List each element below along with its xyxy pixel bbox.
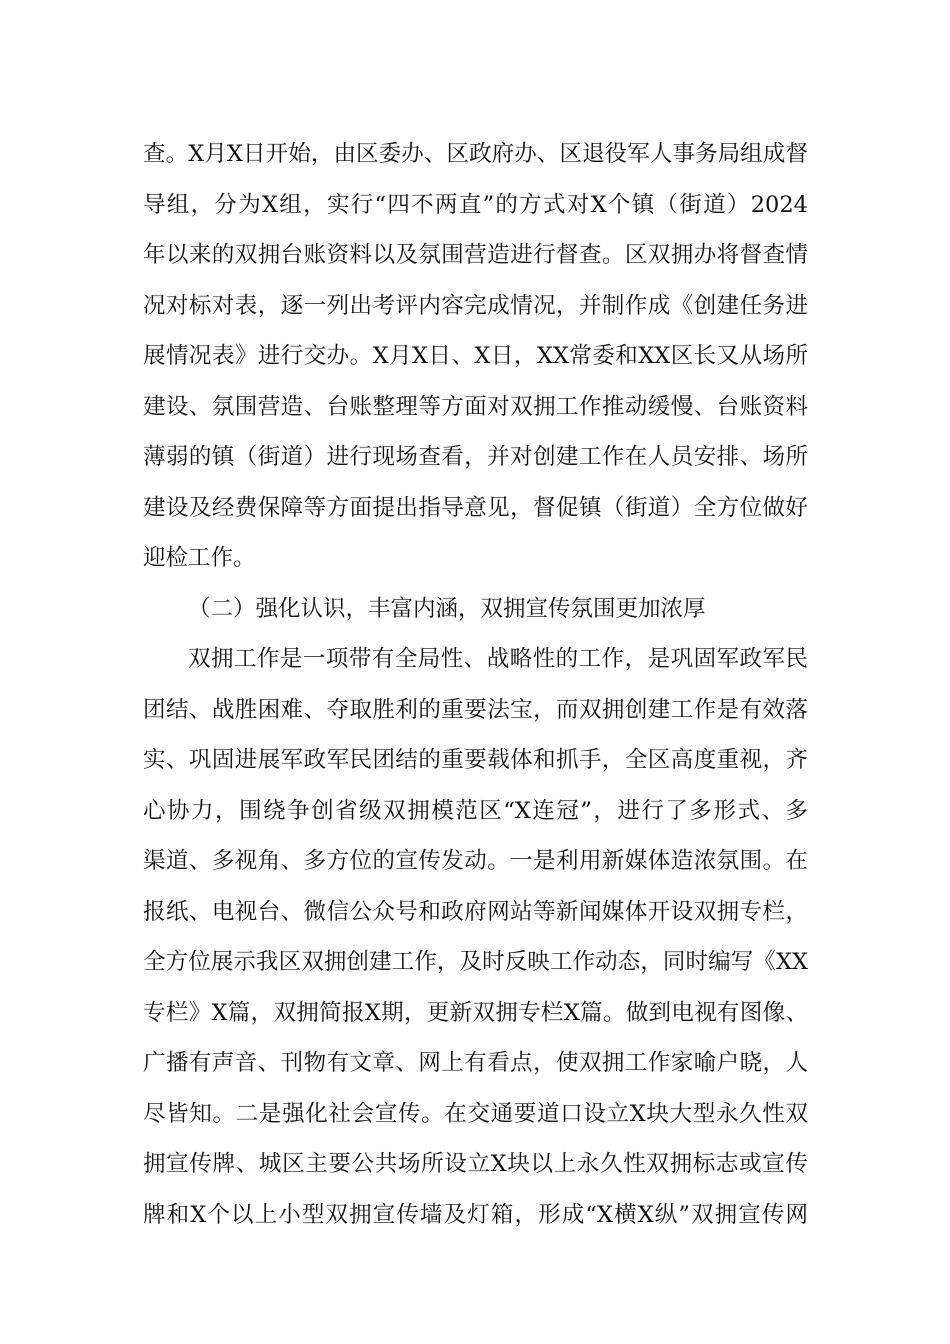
text-line: 专栏》X篇，双拥简报X期，更新双拥专栏X篇。做到电视有图像、 xyxy=(143,999,808,1026)
text-line: 双拥工作是一项带有全局性、战略性的工作，是巩固军政军民 xyxy=(188,646,808,672)
text-line: 渠道、多视角、多方位的宣传发动。一是利用新媒体造浓氛围。在 xyxy=(143,848,808,874)
text-line: 年以来的双拥台账资料以及氛围营造进行督查。区双拥办将督查情 xyxy=(143,242,808,268)
paragraph-supervision xyxy=(143,129,808,584)
text-line: 广播有声音、刊物有文章、网上有看点，使双拥工作家喻户晓，人 xyxy=(143,1050,808,1076)
text-line: 展情况表》进行交办。X月X日、X日，XX常委和XX区长又从场所 xyxy=(143,343,808,369)
text-line: 报纸、电视台、微信公众号和政府网站等新闻媒体开设双拥专栏， xyxy=(143,898,808,925)
document-body xyxy=(143,129,808,1240)
text-line: 牌和X个以上小型双拥宣传墙及灯箱，形成“X横X纵”双拥宣传网 xyxy=(143,1201,808,1228)
text-line: 尽皆知。二是强化社会宣传。在交通要道口设立X块大型永久性双 xyxy=(143,1100,808,1127)
text-line: 全方位展示我区双拥创建工作，及时反映工作动态，同时编写《XX xyxy=(143,949,808,975)
text-line: 迎检工作。 xyxy=(143,545,256,571)
text-line: 心协力，围绕争创省级双拥模范区“X连冠”，进行了多形式、多 xyxy=(143,797,808,824)
text-line: 况对标对表，逐一列出考评内容完成情况，并制作成《创建任务进 xyxy=(143,292,808,319)
text-line: 薄弱的镇（街道）进行现场查看，并对创建工作在人员安排、场所 xyxy=(143,444,808,470)
section-heading-text: （二）强化认识，丰富内涵，双拥宣传氛围更加浓厚 xyxy=(188,595,706,622)
text-line: 建设、氛围营造、台账整理等方面对双拥工作推动缓慢、台账资料 xyxy=(143,393,808,420)
section-heading xyxy=(143,584,808,635)
text-line: 拥宣传牌、城区主要公共场所设立X块以上永久性双拥标志或宣传 xyxy=(143,1151,808,1177)
text-line: 导组，分为X组，实行“四不两直”的方式对X个镇（街道）2024 xyxy=(143,191,808,218)
text-line: 实、巩固进展军政军民团结的重要载体和抓手，全区高度重视，齐 xyxy=(143,747,808,773)
text-line: 查。X月X日开始，由区委办、区政府办、区退役军人事务局组成督 xyxy=(143,141,808,167)
paragraph-publicity xyxy=(143,634,808,1240)
text-line: 团结、战胜困难、夺取胜利的重要法宝，而双拥创建工作是有效落 xyxy=(143,696,808,723)
text-line: 建设及经费保障等方面提出指导意见，督促镇（街道）全方位做好 xyxy=(143,494,808,521)
